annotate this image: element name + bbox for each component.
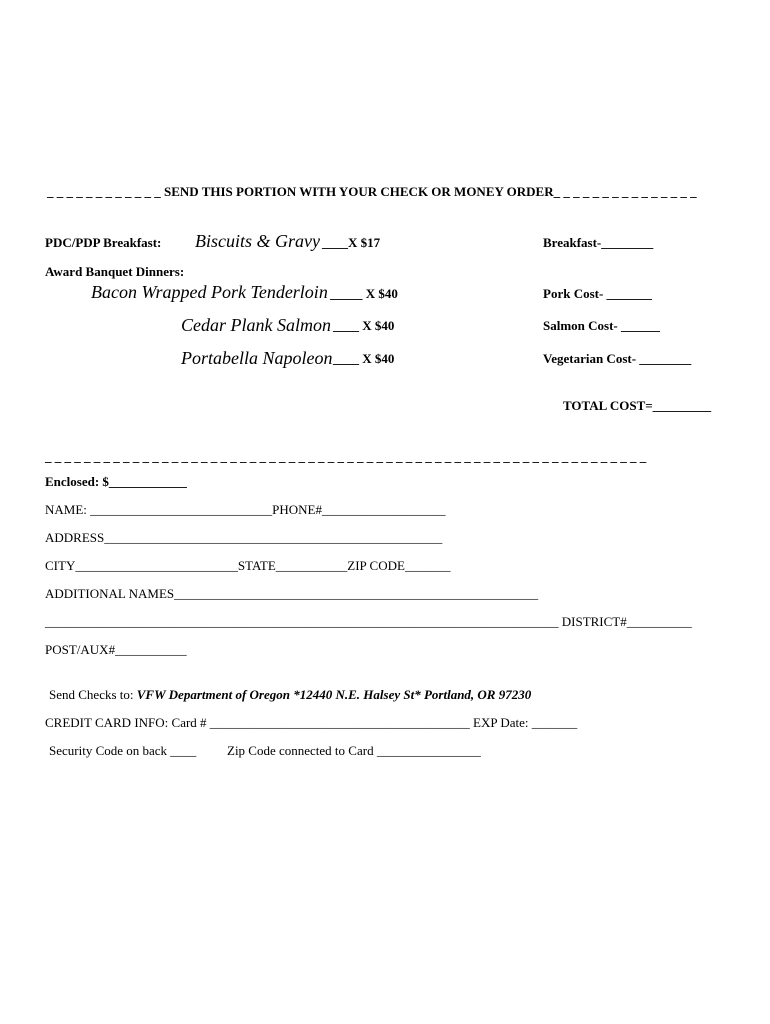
send-checks-address: VFW Department of Oregon *12440 N.E. Halsey St* Portland, OR 97230 — [136, 687, 532, 702]
header-dashes-left: _ _ _ _ _ _ _ _ _ _ _ _ — [47, 184, 161, 199]
district-field[interactable]: _______________________________________________________________________________ DISTRICT#__________ — [45, 614, 692, 629]
divider-line: _ _ _ _ _ _ _ _ _ _ _ _ _ _ _ _ _ _ _ _ _ _ _ _ _ _ _ _ _ _ _ _ _ _ _ _ _ _ _ _ _ _ _ _ _ _ _ _ _ _ _ _ _ _ _ _ _ _ _ _ _ _ — [45, 449, 647, 464]
salmon-price: X $40 — [362, 318, 395, 333]
vegetarian-quantity-blank: ____ — [333, 351, 359, 366]
breakfast-cost: Breakfast-________ — [543, 235, 654, 250]
vegetarian-quantity-line — [333, 351, 394, 367]
pork-quantity-line — [330, 286, 398, 302]
breakfast-quantity-blank: ____ — [322, 235, 348, 250]
security-code-field[interactable]: Security Code on back ____ — [49, 743, 197, 758]
vegetarian-item: Portabella Napoleon — [181, 348, 333, 368]
pork-item: Bacon Wrapped Pork Tenderloin — [91, 282, 328, 302]
total-cost: TOTAL COST=_________ — [563, 398, 712, 413]
name-phone-field[interactable]: NAME: ____________________________PHONE#___________________ — [45, 502, 446, 517]
address-field[interactable]: ADDRESS____________________________________________________ — [45, 530, 443, 545]
header-title: SEND THIS PORTION WITH YOUR CHECK OR MONEY ORDER — [164, 184, 554, 199]
credit-card-field[interactable]: CREDIT CARD INFO: Card # ________________________________________ EXP Date: _______ — [45, 715, 578, 730]
breakfast-item: Biscuits & Gravy — [195, 231, 320, 251]
salmon-quantity-blank: ____ — [333, 318, 359, 333]
pork-quantity-blank: _____ — [330, 286, 363, 301]
additional-names-field[interactable]: ADDITIONAL NAMES________________________________________________________ — [45, 586, 539, 601]
salmon-cost: Salmon Cost- ______ — [543, 318, 661, 333]
city-state-zip-field[interactable]: CITY_________________________STATE___________ZIP CODE_______ — [45, 558, 451, 573]
breakfast-label: PDC/PDP Breakfast: — [45, 235, 162, 250]
breakfast-quantity-line — [322, 235, 380, 251]
send-checks-line — [49, 687, 531, 703]
salmon-item: Cedar Plank Salmon — [181, 315, 331, 335]
header-dashes-right: _ _ _ _ _ _ _ _ _ _ _ _ _ _ _ — [553, 184, 697, 199]
vegetarian-price: X $40 — [362, 351, 395, 366]
vegetarian-cost: Vegetarian Cost- ________ — [543, 351, 692, 366]
post-aux-field[interactable]: POST/AUX#___________ — [45, 642, 187, 657]
breakfast-price: X $17 — [348, 235, 381, 250]
zip-card-field[interactable]: Zip Code connected to Card ________________ — [227, 743, 481, 758]
pork-cost: Pork Cost- _______ — [543, 286, 653, 301]
enclosed-field[interactable]: Enclosed: $____________ — [45, 474, 187, 489]
send-checks-label: Send Checks to: — [49, 687, 134, 702]
salmon-quantity-line — [333, 318, 394, 334]
banquet-label: Award Banquet Dinners: — [45, 264, 185, 279]
header-line — [47, 184, 697, 200]
pork-price: X $40 — [365, 286, 398, 301]
